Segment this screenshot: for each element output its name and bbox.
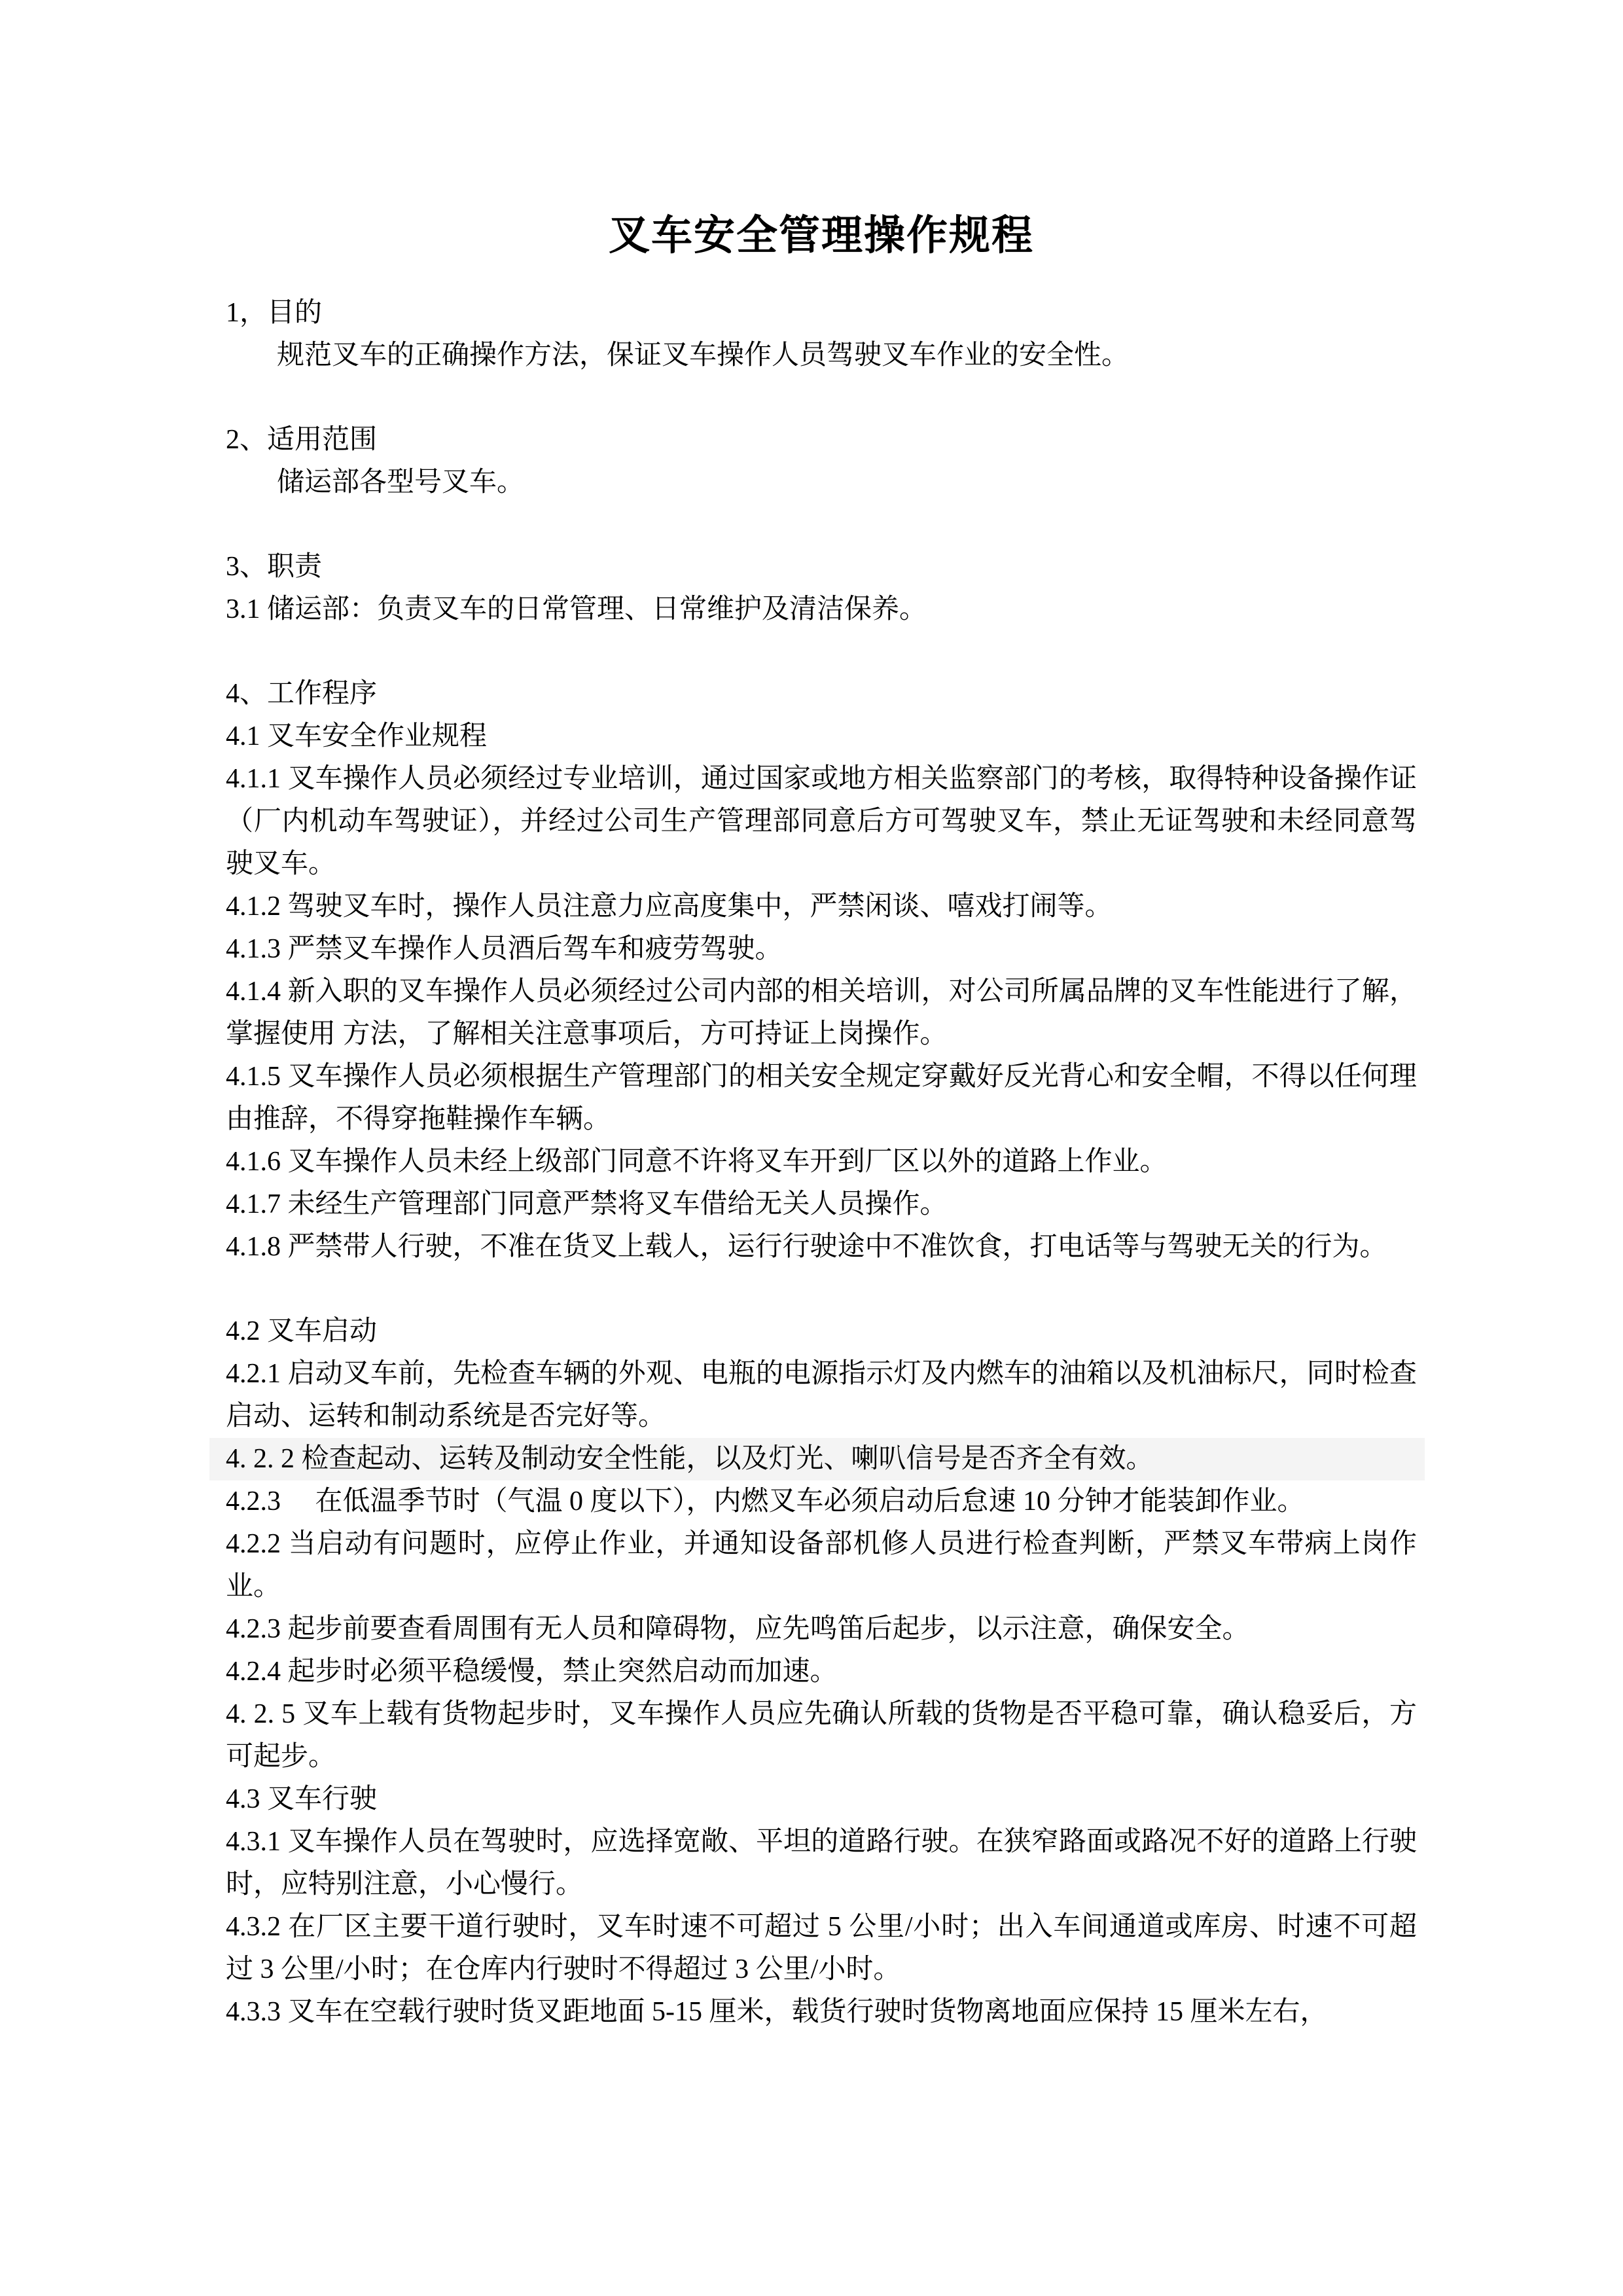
paragraph: 4.3.2 在厂区主要干道行驶时，叉车时速不可超过 5 公里/小时；出入车间通道或库房、时速不可超过 3 公里/小时；在仓库内行驶时不得超过 3 公里/小时。 (226, 1912, 1417, 1984)
paragraph: 4.1.2 驾驶叉车时，操作人员注意力应高度集中，严禁闲谈、嘻戏打闹等。 (226, 891, 1113, 922)
paragraph: 4.1 叉车安全作业规程 (226, 721, 488, 751)
paragraph: 4.2.1 启动叉车前，先检查车辆的外观、电瓶的电源指示灯及内燃车的油箱以及机油标尺，同时检查启动、运转和制动系统是否完好等。 (226, 1359, 1417, 1431)
paragraph: 4.3.3 叉车在空载行驶时货叉距地面 5-15 厘米，载货行驶时货物离地面应保持 15 厘米左右， (226, 1997, 1328, 2027)
paragraph: 规范叉车的正确操作方法，保证叉车操作人员驾驶叉车作业的安全性。 (277, 340, 1130, 370)
paragraph: 4.1.1 叉车操作人员必须经过专业培训，通过国家或地方相关监察部门的考核，取得特种设备操作证（厂内机动车驾驶证），并经过公司生产管理部同意后方可驾驶叉车，禁止无证驾驶和未经同意驾驶叉车。 (226, 764, 1417, 879)
paragraph: 4.3.1 叉车操作人员在驾驶时，应选择宽敞、平坦的道路行驶。在狭窄路面或路况不好的道路上行驶时，应特别注意，小心慢行。 (226, 1827, 1417, 1899)
paragraph: 4.1.6 叉车操作人员未经上级部门同意不许将叉车开到厂区以外的道路上作业。 (226, 1147, 1168, 1177)
paragraph: 4.3 叉车行驶 (226, 1784, 378, 1814)
paragraph: 4.2.4 起步时必须平稳缓慢，禁止突然启动而加速。 (226, 1657, 838, 1687)
paragraph: 4.2.3 在低温季节时（气温 0 度以下），内燃叉车必须启动后怠速 10 分钟才能装卸作业。 (226, 1486, 1305, 1516)
paragraph: 4.2 叉车启动 (226, 1316, 378, 1346)
paragraph: 2、适用范围 (226, 425, 378, 455)
paragraph: 储运部各型号叉车。 (277, 467, 525, 497)
paragraph-highlighted: 4. 2. 2 检查起动、运转及制动安全性能，以及灯光、喇叭信号是否齐全有效。 (209, 1438, 1425, 1480)
paragraph: 4.1.4 新入职的叉车操作人员必须经过公司内部的相关培训，对公司所属品牌的叉车性能进行了解，掌握使用 方法，了解相关注意事项后，方可持证上岗操作。 (226, 977, 1417, 1049)
paragraph: 3、职责 (226, 552, 323, 582)
paragraph: 4.1.3 严禁叉车操作人员酒后驾车和疲劳驾驶。 (226, 934, 783, 964)
document-body (226, 292, 1417, 2034)
paragraph: 4、工作程序 (226, 679, 378, 709)
paragraph: 4.1.8 严禁带人行驶，不准在货叉上载人，运行行驶途中不准饮食，打电话等与驾驶无关的行为。 (226, 1232, 1387, 1262)
paragraph: 4.2.2 当启动有问题时，应停止作业，并通知设备部机修人员进行检查判断，严禁叉车带病上岗作业。 (226, 1529, 1417, 1602)
paragraph: 4.1.7 未经生产管理部门同意严禁将叉车借给无关人员操作。 (226, 1189, 948, 1219)
paragraph: 4.1.5 叉车操作人员必须根据生产管理部门的相关安全规定穿戴好反光背心和安全帽，不得以任何理由推辞，不得穿拖鞋操作车辆。 (226, 1062, 1417, 1134)
paragraph: 3.1 储运部：负责叉车的日常管理、日常维护及清洁保养。 (226, 594, 927, 624)
paragraph: 1，目的 (226, 298, 323, 328)
document-title: 叉车安全管理操作规程 (609, 213, 1034, 259)
paragraph: 4. 2. 5 叉车上载有货物起步时，叉车操作人员应先确认所载的货物是否平稳可靠，确认稳妥后，方可起步。 (226, 1699, 1417, 1772)
paragraph: 4.2.3 起步前要查看周围有无人员和障碍物，应先鸣笛后起步，以示注意，确保安全。 (226, 1614, 1250, 1644)
